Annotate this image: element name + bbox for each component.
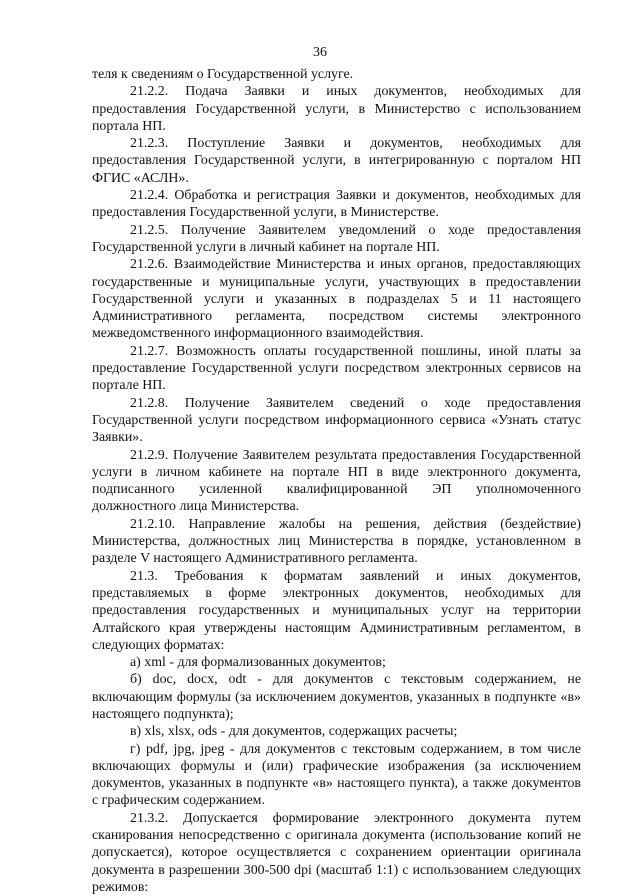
paragraph-21-2-2: 21.2.2. Подача Заявки и иных документов, необходимых для предоставления Государственной услуги, в Министерство с использованием портала НП. [92,84,581,134]
list-item-v: в) xls, xlsx, ods - для документов, содержащих расчеты; [130,724,458,740]
paragraph-21-2-8: 21.2.8. Получение Заявителем сведений о ходе предоставления Государственной услуги посредством информационного сервиса «Узнать статус Заявки». [92,395,581,446]
list-item-a: а) xml - для формализованных документов; [130,655,386,671]
paragraph-21-2-4: 21.2.4. Обработка и регистрация Заявки и документов, необходимых для предоставления Государственной услуги, в Министерстве. [92,188,581,221]
paragraph-21-2-10: 21.2.10. Направление жалобы на решения, действия (бездействие) Министерства, должностных лиц Министерства в порядке, установленном в разделе V настоящего Административного регламента. [92,516,581,567]
document-body [92,66,581,896]
list-item-g: г) pdf, jpg, jpeg - для документов с текстовым содержанием, в том числе включающих формулы и (или) графические изображения (за исключением документов, указанных в подпункте «в» настоящего пункта), а также документов с графическим содержанием. [92,741,581,809]
paragraph-21-3: 21.3. Требования к форматам заявлений и иных документов, представляемых в форме электронных документов, необходимых для предоставления государственных и муниципальных услуг на территории Алтайского края утверждены настоящим Административным регламентом, в следующих форматах: [92,568,581,653]
paragraph-21-2-9: 21.2.9. Получение Заявителем результата предоставления Государственной услуги в личном кабинете на портале НП в виде электронного документа, подписанного усиленной квалифицированной ЭП уполномоченного должностного лица Министерства. [92,447,581,515]
paragraph-continuation: теля к сведениям о Государственной услуге. [92,67,354,82]
list-item-b: б) doc, docx, odt - для документов с текстовым содержанием, не включающим формулы (за исключением документов, указанных в подпункте «в» настоящего подпункта); [92,672,581,722]
paragraph-21-2-6: 21.2.6. Взаимодействие Министерства и иных органов, предоставляющих государственные и муниципальные услуги, участвующих в предоставлении Государственной услуги и указанных в подразделах 5 и 11 настоящего Административного регламента, посредством системы электронного межведомственного информационного взаимодействия. [92,257,581,342]
paragraph-21-2-5: 21.2.5. Получение Заявителем уведомлений о ходе предоставления Государственной услуги в личный кабинет на портале НП. [92,222,581,255]
page-number: 36 [313,45,327,60]
paragraph-21-3-2: 21.3.2. Допускается формирование электронного документа путем сканирования непосредственно с оригинала документа (использование копий не допускается), которое осуществляется с сохранением ориентации оригинала документа в разрешении 300-500 dpi (масштаб 1:1) с использованием следующих режимов: [92,810,581,895]
paragraph-21-2-7: 21.2.7. Возможность оплаты государственной пошлины, иной платы за предоставление Государственной услуги посредством электронных сервисов на портале НП. [92,343,581,394]
paragraph-21-2-3: 21.2.3. Поступление Заявки и документов, необходимых для предоставления Государственной услуги, в интегрированную с порталом НП ФГИС «АСЛН». [92,136,581,186]
